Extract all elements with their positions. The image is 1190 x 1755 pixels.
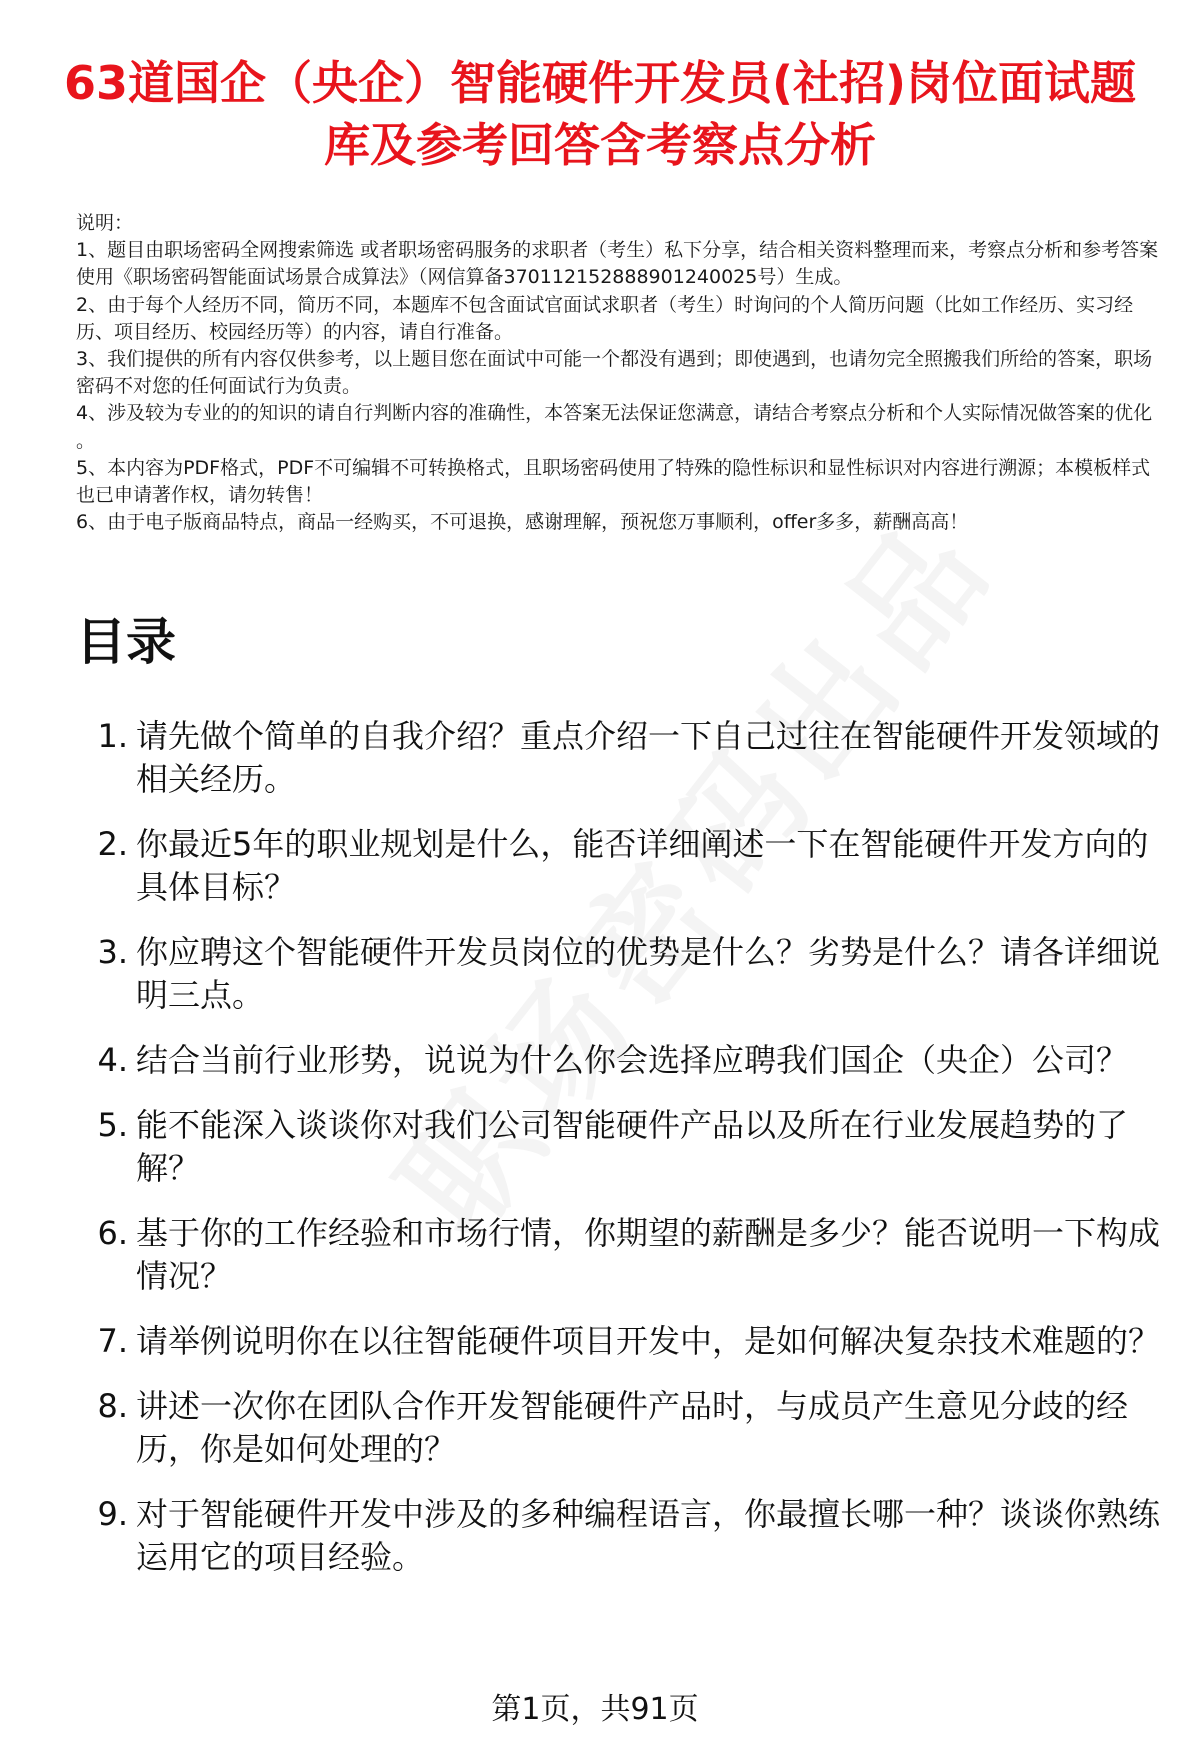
toc-item[interactable] <box>76 823 1172 909</box>
toc-item-text: 请举例说明你在以往智能硬件项目开发中，是如何解决复杂技术难题的？ <box>136 1322 1161 1360</box>
notes-label: 说明： <box>76 212 134 234</box>
note-item: 4、涉及较为专业的的知识的请自行判断内容的准确性，本答案无法保证您满意，请结合考察点分析和个人实际情况做答案的优化 。 <box>76 402 1153 452</box>
notes-section <box>76 210 1166 536</box>
toc-item-text: 请先做个简单的自我介绍？重点介绍一下自己过往在智能硬件开发领域的相关经历。 <box>136 717 1161 798</box>
toc-item-number: 9. <box>97 1495 128 1533</box>
toc-item[interactable] <box>76 1212 1172 1298</box>
toc-item-number: 3. <box>97 933 128 971</box>
toc-item-text: 能不能深入谈谈你对我们公司智能硬件产品以及所在行业发展趋势的了解？ <box>136 1106 1129 1187</box>
note-item: 1、题目由职场密码全网搜索筛选 或者职场密码服务的求职者（考生）私下分享，结合相关资料整理而来，考察点分析和参考答案使用《职场密码智能面试场景合成算法》（网信算备370112152888901240025号）生成。 <box>76 239 1159 289</box>
toc-item[interactable] <box>76 1320 1172 1363</box>
note-item: 6、由于电子版商品特点，商品一经购买，不可退换，感谢理解，预祝您万事顺利，offer多多，薪酬高高！ <box>76 511 969 534</box>
toc-item-number: 2. <box>97 825 128 863</box>
toc-item[interactable] <box>76 1493 1172 1579</box>
toc-item[interactable] <box>76 1104 1172 1190</box>
toc-item-text: 你应聘这个智能硬件开发员岗位的优势是什么？劣势是什么？请各详细说明三点。 <box>136 933 1161 1014</box>
toc-item-text: 讲述一次你在团队合作开发智能硬件产品时，与成员产生意见分歧的经历，你是如何处理的？ <box>136 1387 1129 1468</box>
note-item: 2、由于每个人经历不同，简历不同，本题库不包含面试官面试求职者（考生）时询问的个人简历问题（比如工作经历、实习经历、项目经历、校园经历等）的内容，请自行准备。 <box>76 293 1134 343</box>
toc-item[interactable] <box>76 931 1172 1017</box>
toc-item-number: 8. <box>97 1387 128 1425</box>
toc-heading: 目录 <box>76 613 176 671</box>
toc-item[interactable] <box>76 715 1172 801</box>
toc-item[interactable] <box>76 1039 1172 1082</box>
toc-item-number: 7. <box>97 1322 128 1360</box>
table-of-contents <box>76 715 1172 1601</box>
toc-item-number: 4. <box>97 1041 128 1079</box>
page-number: 第1页，共91页 <box>491 1692 699 1727</box>
toc-item-number: 1. <box>97 717 128 755</box>
toc-item-number: 6. <box>97 1214 128 1252</box>
note-item: 3、我们提供的所有内容仅供参考，以上题目您在面试中可能一个都没有遇到；即使遇到，也请勿完全照搬我们所给的答案，职场密码不对您的任何面试行为负责。 <box>76 348 1153 398</box>
toc-item-text: 基于你的工作经验和市场行情，你期望的薪酬是多少？能否说明一下构成情况？ <box>136 1214 1161 1295</box>
toc-item-text: 你最近5年的职业规划是什么，能否详细阐述一下在智能硬件开发方向的具体目标？ <box>136 825 1149 906</box>
toc-item[interactable] <box>76 1385 1172 1471</box>
toc-item-number: 5. <box>97 1106 128 1144</box>
toc-item-text: 对于智能硬件开发中涉及的多种编程语言，你最擅长哪一种？谈谈你熟练运用它的项目经验。 <box>136 1495 1161 1576</box>
page-title: 63道国企（央企）智能硬件开发员(社招)岗位面试题库及参考回答含考察点分析 <box>63 56 1137 172</box>
toc-item-text: 结合当前行业形势，说说为什么你会选择应聘我们国企（央企）公司？ <box>136 1041 1129 1079</box>
note-item: 5、本内容为PDF格式，PDF不可编辑不可转换格式，且职场密码使用了特殊的隐性标识和显性标识对内容进行溯源；本模板样式也已申请著作权，请勿转售！ <box>76 456 1151 507</box>
